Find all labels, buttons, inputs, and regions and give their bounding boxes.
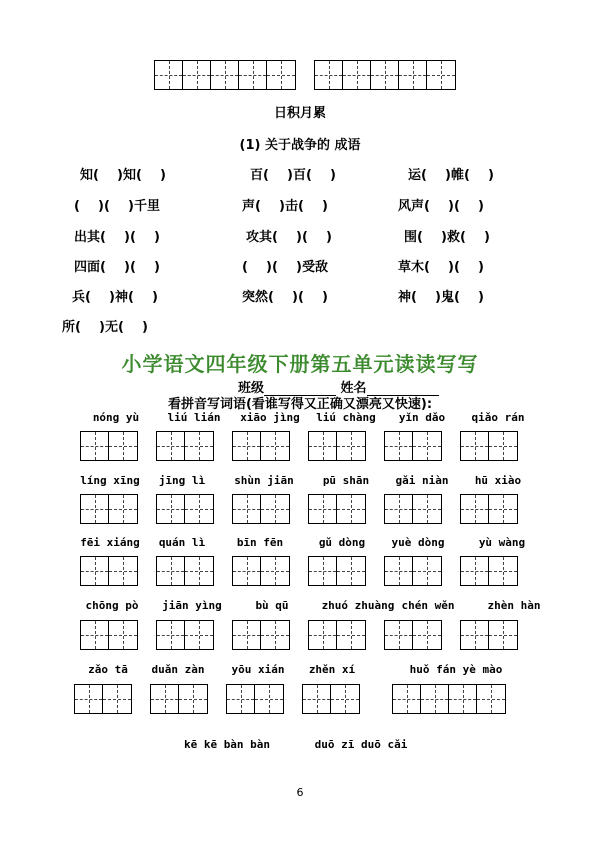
pinyin-label: gǎi niàn — [395, 474, 449, 487]
writing-box-top-right[interactable] — [314, 60, 456, 90]
pinyin-label: quán lì — [158, 536, 206, 549]
writing-box[interactable] — [384, 494, 442, 524]
writing-box[interactable] — [156, 431, 214, 461]
idiom-item: 攻其( )( ) — [246, 230, 332, 245]
pinyin-label: líng xīng — [80, 474, 140, 487]
idiom-item: 百( )百( ) — [250, 168, 336, 183]
writing-box[interactable] — [156, 494, 214, 524]
section-subheading: (1) 关于战争的 成语 — [239, 138, 361, 153]
pinyin-label: yǐn dǎo — [398, 411, 446, 424]
pinyin-label: yù wàng — [478, 536, 526, 549]
writing-box[interactable] — [384, 556, 442, 586]
pinyin-label: yōu xián — [231, 663, 285, 676]
pinyin-label: duō zī duō cǎi — [314, 738, 408, 751]
idiom-item: 运( )帷( ) — [408, 168, 494, 183]
writing-box[interactable] — [74, 684, 132, 714]
writing-box[interactable] — [384, 431, 442, 461]
pinyin-label: chén wěn — [401, 599, 455, 612]
idiom-item: 知( )知( ) — [80, 168, 166, 183]
writing-box[interactable] — [80, 556, 138, 586]
writing-box[interactable] — [308, 494, 366, 524]
instruction-text: 看拼音写词语(看谁写得又正确又漂亮又快速): — [167, 397, 433, 412]
section-heading: 日积月累 — [273, 106, 326, 121]
pinyin-label: pū shān — [322, 474, 370, 487]
pinyin-label: hū xiào — [474, 474, 522, 487]
class-label: 班级 — [238, 381, 265, 396]
idiom-item: 声( )击( ) — [242, 199, 328, 214]
idiom-item: 突然( )( ) — [242, 290, 328, 305]
idiom-item: ( )( )受敌 — [242, 260, 328, 275]
pinyin-label: chōng pò — [85, 599, 139, 612]
pinyin-label: liú lián — [167, 411, 221, 424]
writing-box[interactable] — [460, 494, 518, 524]
pinyin-label: fēi xiáng — [80, 536, 140, 549]
pinyin-label: yuè dòng — [391, 536, 445, 549]
writing-box[interactable] — [232, 431, 290, 461]
idiom-item: 围( )救( ) — [404, 230, 490, 245]
pinyin-label: jīng lì — [158, 474, 206, 487]
writing-box[interactable] — [232, 556, 290, 586]
writing-box-top-left[interactable] — [154, 60, 296, 90]
writing-box[interactable] — [308, 431, 366, 461]
writing-box[interactable] — [232, 620, 290, 650]
writing-box[interactable] — [460, 620, 518, 650]
idiom-item: ( )( )千里 — [74, 199, 160, 214]
pinyin-label: huǒ fán yè mào — [409, 663, 503, 676]
idiom-item: 神( )鬼( ) — [398, 290, 484, 305]
pinyin-label: zhuó zhuàng — [321, 599, 395, 612]
pinyin-label: xiāo jìng — [240, 411, 300, 424]
writing-box[interactable] — [226, 684, 284, 714]
writing-box[interactable] — [156, 556, 214, 586]
idiom-item: 风声( )( ) — [398, 199, 484, 214]
idiom-item: 所( )无( ) — [62, 320, 148, 335]
pinyin-label: shùn jiān — [234, 474, 294, 487]
pinyin-label: bù qū — [255, 599, 289, 612]
idiom-item: 兵( )神( ) — [72, 290, 158, 305]
worksheet-title: 小学语文四年级下册第五单元读读写写 — [121, 352, 479, 376]
pinyin-label: zhěn xí — [308, 663, 356, 676]
name-label: 姓名 — [340, 381, 367, 396]
writing-box[interactable] — [80, 431, 138, 461]
writing-box[interactable] — [232, 494, 290, 524]
page-number: 6 — [296, 786, 304, 799]
pinyin-label: duǎn zàn — [151, 663, 205, 676]
pinyin-label: jiān yìng — [162, 599, 222, 612]
idiom-item: 出其( )( ) — [74, 230, 160, 245]
writing-box[interactable] — [392, 684, 506, 714]
pinyin-label: liú chàng — [316, 411, 376, 424]
writing-box[interactable] — [460, 556, 518, 586]
writing-box[interactable] — [150, 684, 208, 714]
idiom-item: 四面( )( ) — [74, 260, 160, 275]
writing-box[interactable] — [384, 620, 442, 650]
writing-box[interactable] — [80, 620, 138, 650]
pinyin-label: zǎo tā — [88, 663, 128, 676]
pinyin-label: nóng yù — [92, 411, 140, 424]
writing-box[interactable] — [302, 684, 360, 714]
writing-box[interactable] — [308, 556, 366, 586]
writing-box[interactable] — [460, 431, 518, 461]
pinyin-label: zhèn hàn — [487, 599, 541, 612]
pinyin-label: qiǎo rán — [471, 411, 525, 424]
pinyin-label: kē kē bàn bàn — [183, 738, 271, 751]
pinyin-label: bīn fēn — [236, 536, 284, 549]
idiom-item: 草木( )( ) — [398, 260, 484, 275]
pinyin-label: gǔ dòng — [318, 536, 366, 549]
writing-box[interactable] — [308, 620, 366, 650]
writing-box[interactable] — [80, 494, 138, 524]
writing-box[interactable] — [156, 620, 214, 650]
